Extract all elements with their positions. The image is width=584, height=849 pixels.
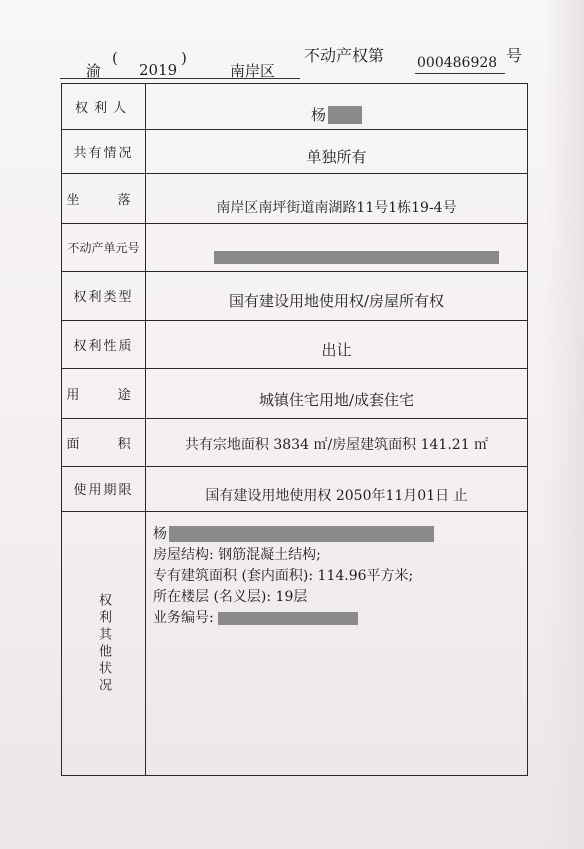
right-nature-value: 出让 — [321, 340, 352, 359]
holder-label: 权利人 — [74, 101, 132, 116]
right-type-label: 权利类型 — [73, 290, 134, 305]
header-underline — [60, 78, 300, 79]
business-number-line — [153, 608, 434, 629]
unit-number-label: 不动产单元号 — [67, 240, 140, 255]
unit-number-value — [146, 223, 527, 271]
co-ownership-value: 单独所有 — [306, 147, 367, 166]
other-conditions-label — [62, 511, 145, 777]
term-value: 国有建设用地使用权 2050年11月01日 止 — [205, 487, 468, 504]
header-year: 2019 — [139, 61, 178, 79]
inner-area-line: 专有建筑面积 (套内面积): 114.96平方米; — [153, 568, 414, 584]
area-label-text: 面 积 — [66, 436, 141, 452]
header-paren-close: ) — [181, 49, 187, 67]
co-ownership-label: 共有情况 — [73, 145, 134, 161]
usage-label — [62, 368, 145, 418]
unit-number-redaction — [214, 251, 499, 264]
header-cert-suffix: 号 — [506, 46, 523, 65]
holder-surname: 杨 — [310, 106, 326, 124]
location-label — [62, 173, 145, 223]
location-label-text: 坐 落 — [66, 192, 141, 208]
holder-name-redaction — [328, 106, 362, 124]
header-province: 渝 — [86, 62, 102, 80]
term-label: 使用期限 — [73, 483, 134, 498]
header-number-underline — [415, 73, 505, 74]
area-label — [62, 418, 145, 466]
structure-line: 房屋结构: 钢筋混凝土结构; — [153, 547, 321, 563]
right-nature-label: 权利性质 — [73, 338, 134, 354]
holder-value — [146, 92, 527, 137]
header-cert-number: 000486928 — [417, 55, 498, 71]
usage-label-text: 用 途 — [66, 387, 141, 403]
business-number-label: 业务编号: — [153, 610, 214, 626]
header-cert-label: 不动产权第 — [304, 46, 385, 65]
certificate-table — [61, 83, 528, 776]
header-paren-open: ( — [112, 49, 118, 67]
other-holder-surname: 杨 — [153, 526, 167, 542]
other-holder-line — [153, 524, 434, 545]
location-value: 南岸区南坪街道南湖路11号1栋19-4号 — [216, 200, 457, 216]
business-number-redaction — [218, 612, 358, 625]
usage-value: 城镇住宅用地/成套住宅 — [258, 390, 415, 409]
other-conditions-label-text: 权利其他状况 — [96, 593, 111, 695]
other-holder-redaction — [169, 526, 434, 542]
other-conditions-content — [153, 524, 434, 629]
area-value: 共有宗地面积 3834 ㎡/房屋建筑面积 141.21 ㎡ — [184, 437, 489, 453]
header-district: 南岸区 — [230, 62, 276, 80]
floor-line: 所在楼层 (名义层): 19层 — [153, 589, 308, 605]
right-type-value: 国有建设用地使用权/房屋所有权 — [228, 292, 445, 310]
page-edge-shading — [544, 0, 584, 849]
